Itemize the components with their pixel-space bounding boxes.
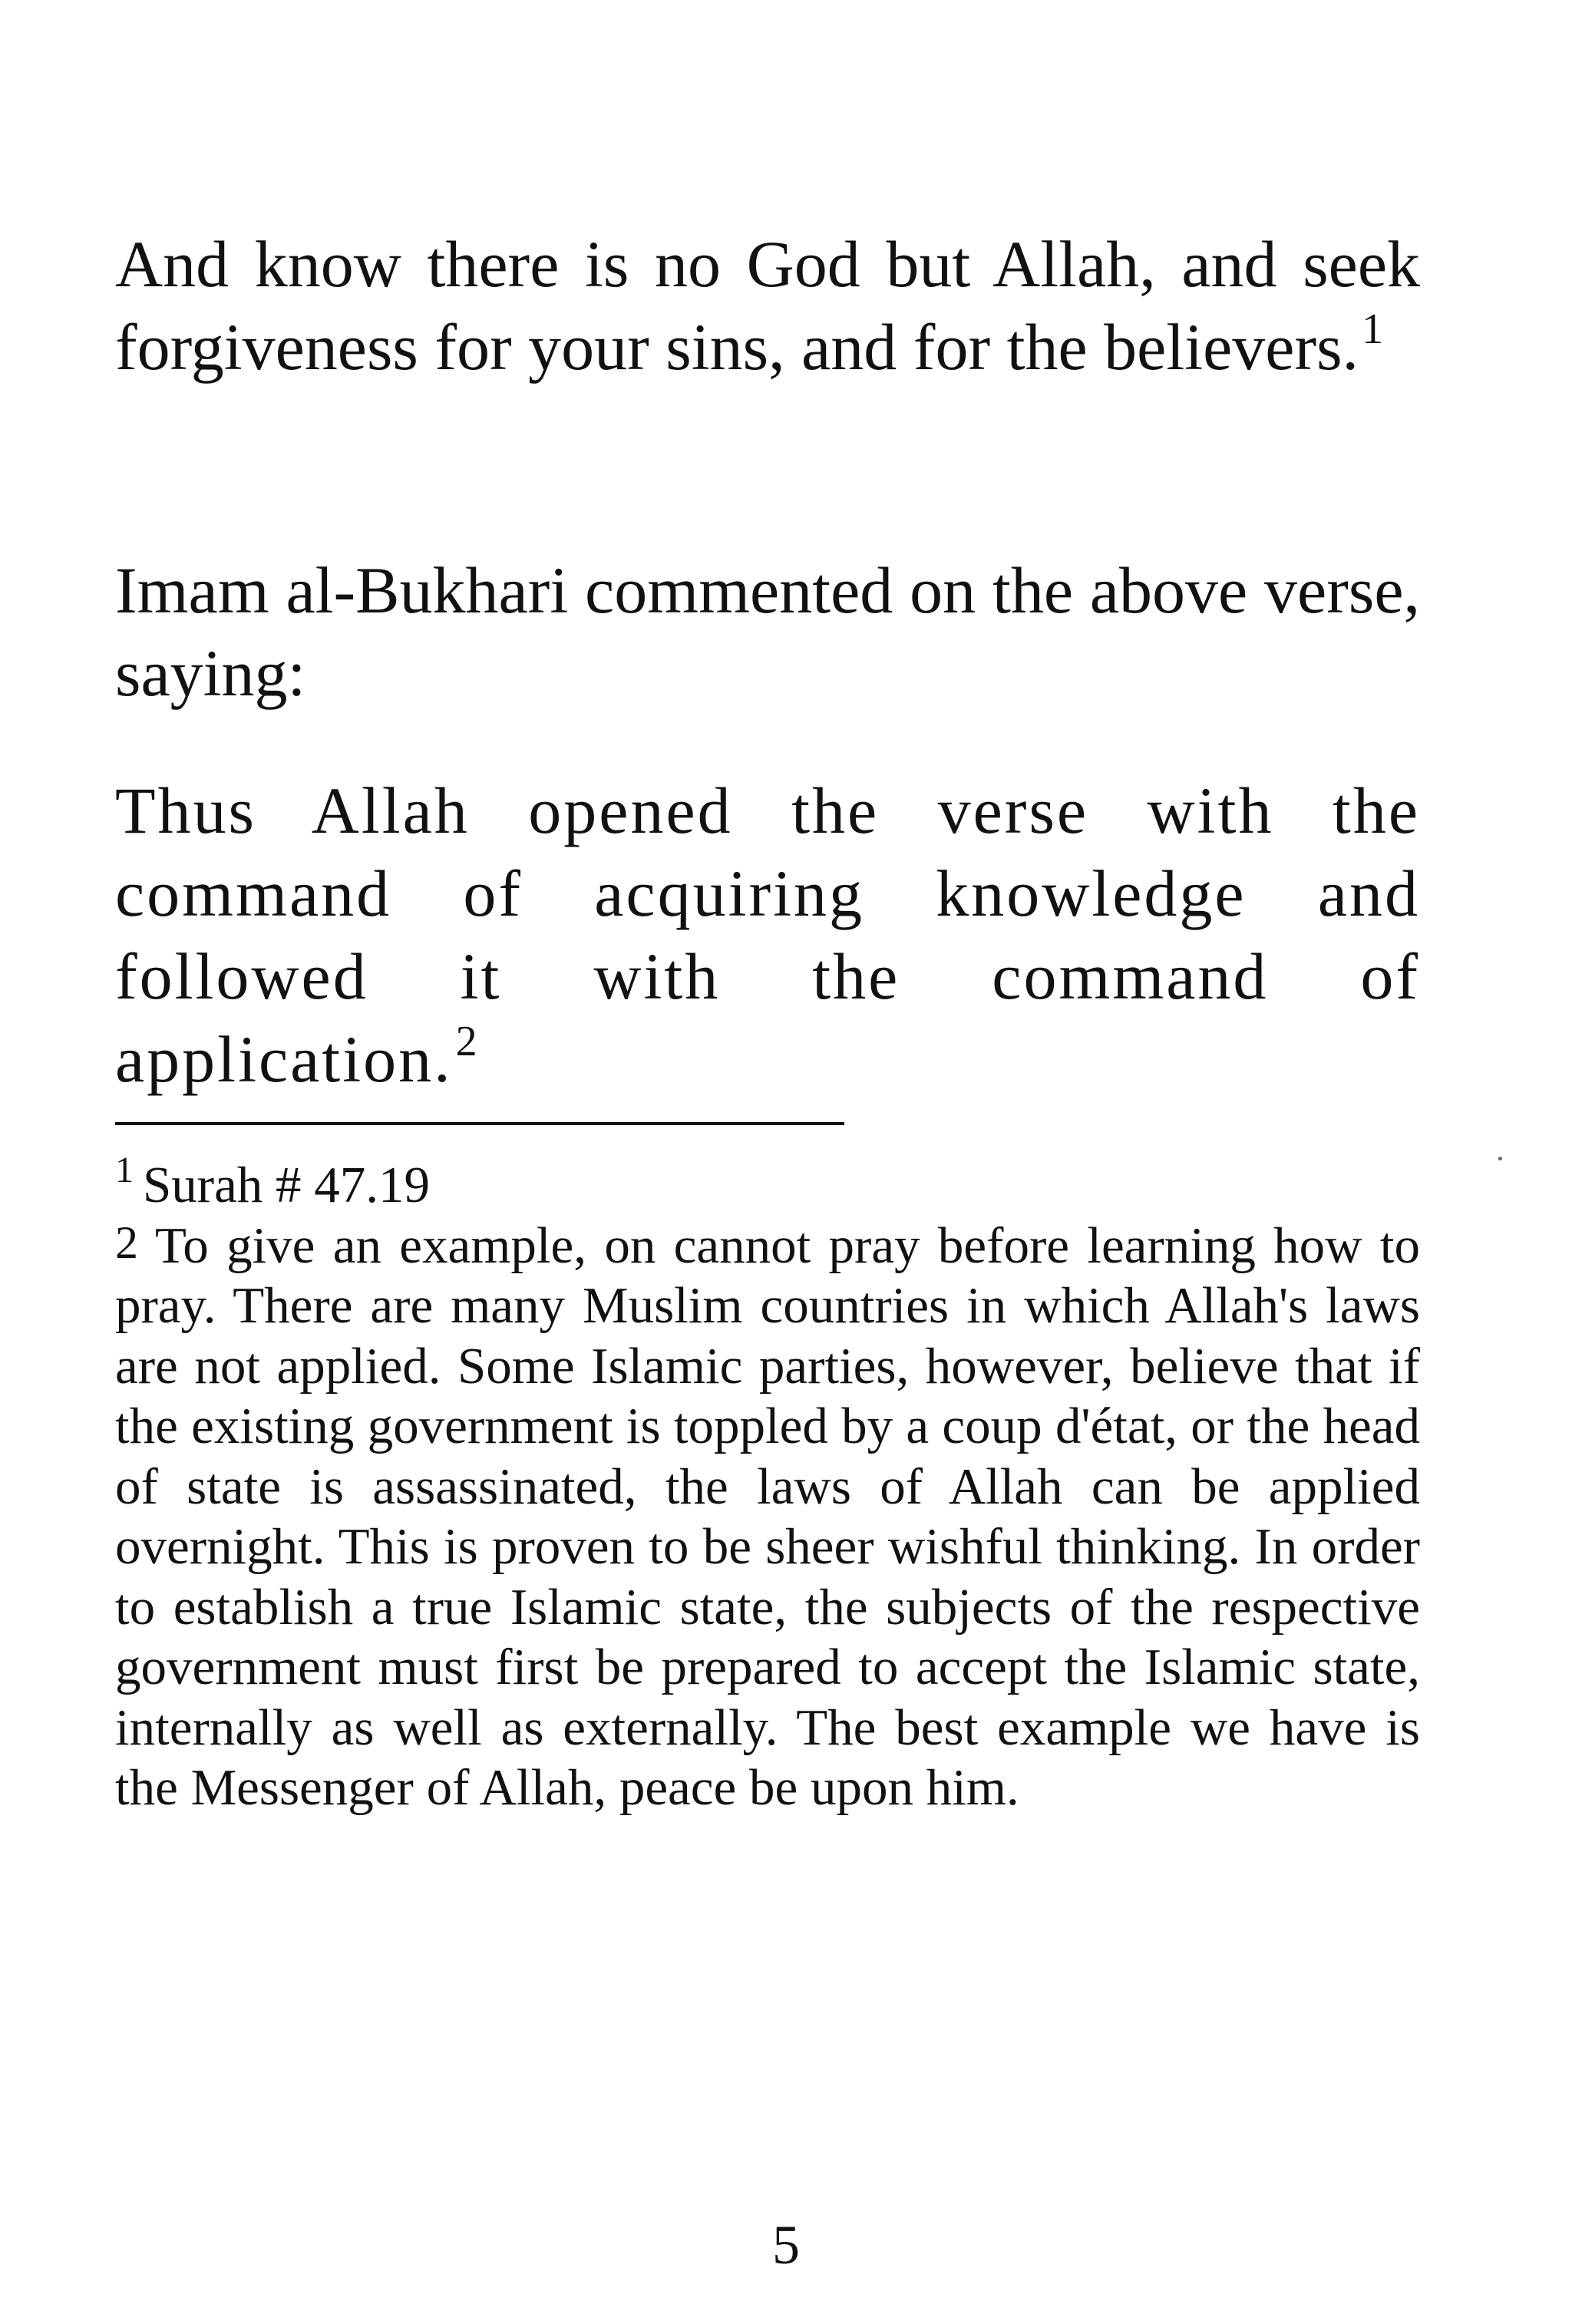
footnote-1-text: Surah # 47.19 (143, 1157, 431, 1213)
footnote-2-mark: 2 (115, 1216, 138, 1268)
footnote-divider (115, 1122, 844, 1125)
footnote-1-mark: 1 (115, 1150, 134, 1190)
quote-paragraph (115, 769, 1420, 1101)
scan-speck (1498, 1157, 1502, 1160)
footnotes (115, 1150, 1420, 1818)
footnote-2 (115, 1216, 1420, 1818)
verse-paragraph (115, 223, 1420, 388)
page-number: 5 (772, 2214, 800, 2276)
commentary-text: Imam al-Bukhari commented on the above verse, saying: (115, 553, 1420, 710)
quote-text: Thus Allah opened the verse with the command of acquiring knowledge and followed it with the command of application. (115, 774, 1420, 1096)
footnote-1 (115, 1150, 1420, 1216)
footnote-2-text: To give an example, on cannot pray before learning how to pray. There are many Muslim countries in which Allah's laws are not applied. Some Islamic parties, however, believe that if the existing government is toppled by a coup d'état, or the head of state is assassinated, the laws of Allah can be applied overnight. This is proven to be sheer wishful thinking. In order to establish a true Islamic state, the subjects of the respective government must first be prepared to accept the Islamic state, internally as well as externally. The best example we have is the Messenger of Allah, peace be upon him. (115, 1216, 1420, 1816)
commentary-paragraph (115, 549, 1420, 715)
footnote-ref-1: 1 (1362, 305, 1384, 353)
verse-text: And know there is no God but Allah, and seek forgiveness for your sins, and for the believers. (115, 227, 1420, 384)
footnote-ref-2: 2 (455, 1018, 477, 1065)
